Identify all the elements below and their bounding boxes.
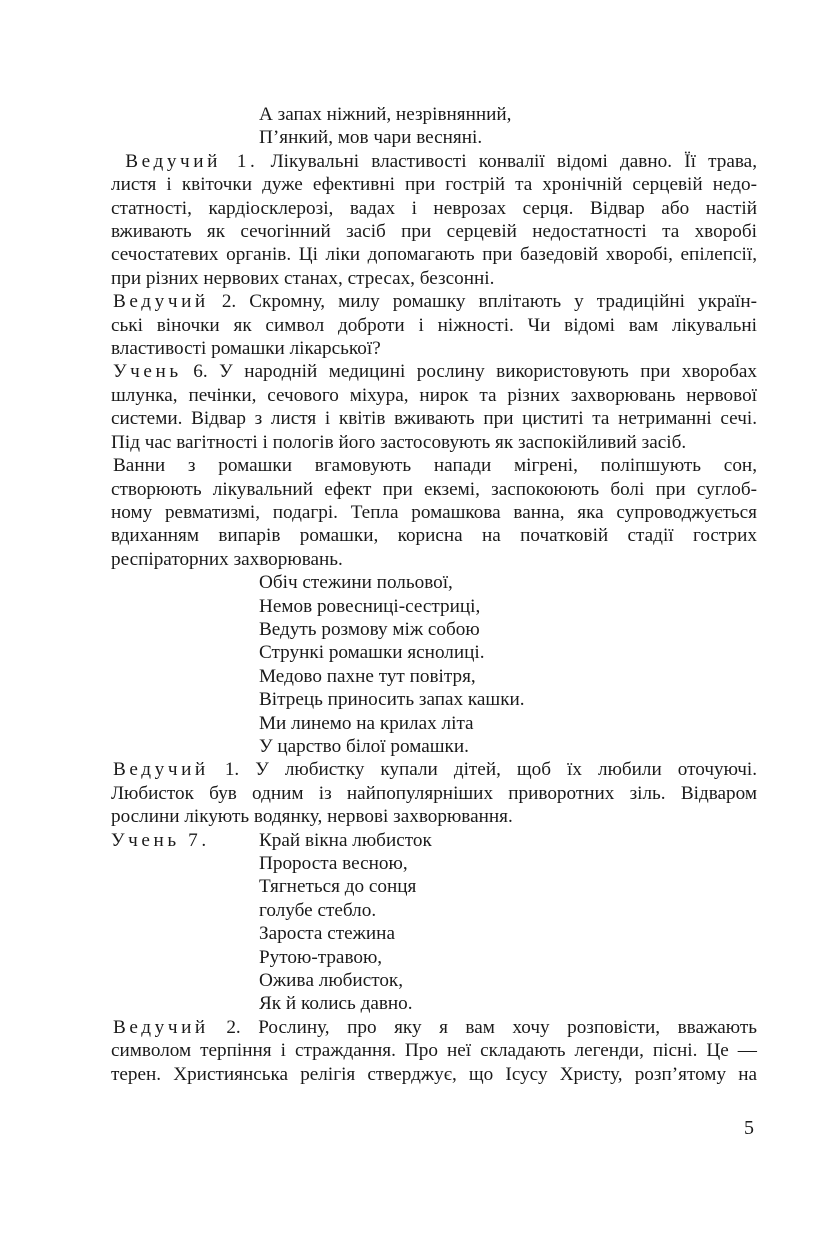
paragraph-5 [111,758,757,828]
verse-line: А запах ніжний, незрівнянний, [259,104,512,125]
paragraph-line: Ведучий 2. Скромну, милу ромашку вплітають у традиційні україн- [113,291,757,313]
paragraph-line: властивості ромашки лікарської? [111,338,381,360]
verse-line: голубе стебло. [259,899,377,921]
paragraph-line: Ведучий 1. Лікувальні властивості конвалії відомі давно. Її трава, [125,150,757,172]
speaker-label: Учень [113,361,182,383]
verse-line: Стрункі ромашки яснолиці. [259,642,485,664]
paragraph-line: створюють лікувальний ефект при екземі, заспокоюють болі при суглоб- [111,478,757,500]
paragraph-line: Ведучий 1. У любистку купали дітей, щоб їх любили оточуючі. [113,759,757,781]
verse-line: Край вікна любисток [259,829,432,851]
page-number: 5 [744,1117,754,1139]
verse-line: Рутою-травою, [259,946,383,968]
verse-line: Зароста стежина [259,923,395,945]
paragraph-line: ські віночки як символ доброти і ніжності. Чи відомі вам лікувальні [111,314,757,336]
verse-line: Як й колись давно. [259,993,413,1015]
speaker-label: Ведучий [113,291,209,313]
paragraph-line: рослини лікують водянку, нервові захворювання. [111,806,513,828]
paragraph-2 [111,290,757,360]
speaker-label: Учень 7. [111,829,210,851]
verse-block-2 [111,571,757,758]
paragraph-line: сечостатевих органів. Ці ліки допомагають при базедовій хворобі, епілепсії, [111,244,757,266]
paragraph-line: при різних нервових станах, стресах, безсонні. [111,267,495,289]
paragraph-line: Ведучий 2. Рослину, про яку я вам хочу розповісти, вважають [113,1016,757,1038]
verse-line: Вітрець приносить запах кашки. [259,689,525,711]
verse-block-3 [111,829,757,1016]
paragraph-line: Учень 6. У народній медицині рослину використовують при хворобах [113,361,757,383]
paragraph-line: листя і квіточки дуже ефективні при гострій та хронічній серцевій недо- [111,174,757,196]
paragraph-line: статності, кардіосклерозі, вадах і неврозах серця. Відвар або настій [111,197,757,219]
paragraph-line: системи. Відвар з листя і квітів вживають при циститі та нетриманні сечі. [111,408,757,430]
verse-block-1 [111,103,757,150]
speaker-label: Ведучий 1. [125,150,259,172]
verse-line: Немов ровесниці-сестриці, [259,595,481,617]
paragraph-1 [111,150,757,290]
verse-line: П’янкий, мов чари весняні. [259,127,483,149]
paragraph-3 [111,360,757,454]
paragraph-line: Ванни з ромашки вгамовують напади мігрені, поліпшують сон, [113,455,757,477]
verse-continuation [111,852,757,1016]
verse-line: Оживa любисток, [259,970,404,992]
paragraph-4 [111,454,757,571]
paragraph-line: Любисток був одним із найпопулярніших приворотних зіль. Відваром [111,782,757,804]
verse-line: Ведуть розмову між собою [259,618,480,640]
speaker-label: Ведучий [113,1016,209,1038]
page-text [111,103,757,1086]
verse-line-row [111,829,757,852]
paragraph-line: вдиханням випарів ромашки, корисна на початковій стадії гострих [111,525,757,547]
paragraph-line: шлунка, печінки, сечового міхура, нирок та різних захворювань нервової [111,384,757,406]
paragraph-line: ному ревматизмі, подагрі. Тепла ромашкова ванна, яка супроводжується [111,501,757,523]
verse-line: У царство білої ромашки. [259,735,469,757]
verse-line: Ми линемо на крилах літа [259,712,474,734]
verse-line: Тягнеться до сонця [259,876,417,898]
paragraph-6 [111,1016,757,1086]
paragraph-line: терен. Християнська релігія стверджує, що Ісусу Христу, розп’ятому на [111,1063,757,1085]
paragraph-line: респіраторних захворювань. [111,548,343,570]
paragraph-line: Під час вагітності і пологів його застосовують як заспокійливий засіб. [111,431,687,453]
speaker-label: Ведучий [113,759,209,781]
verse-line: Обіч стежини польової, [259,572,453,594]
paragraph-line: вживають як сечогінний засіб при серцевій недостатності та хворобі [111,221,757,243]
verse-line: Медово пахне тут повітря, [259,665,476,687]
verse-line: Пророста весною, [259,853,408,874]
paragraph-line: символом терпіння і страждання. Про неї складають легенди, пісні. Це — [111,1040,757,1062]
